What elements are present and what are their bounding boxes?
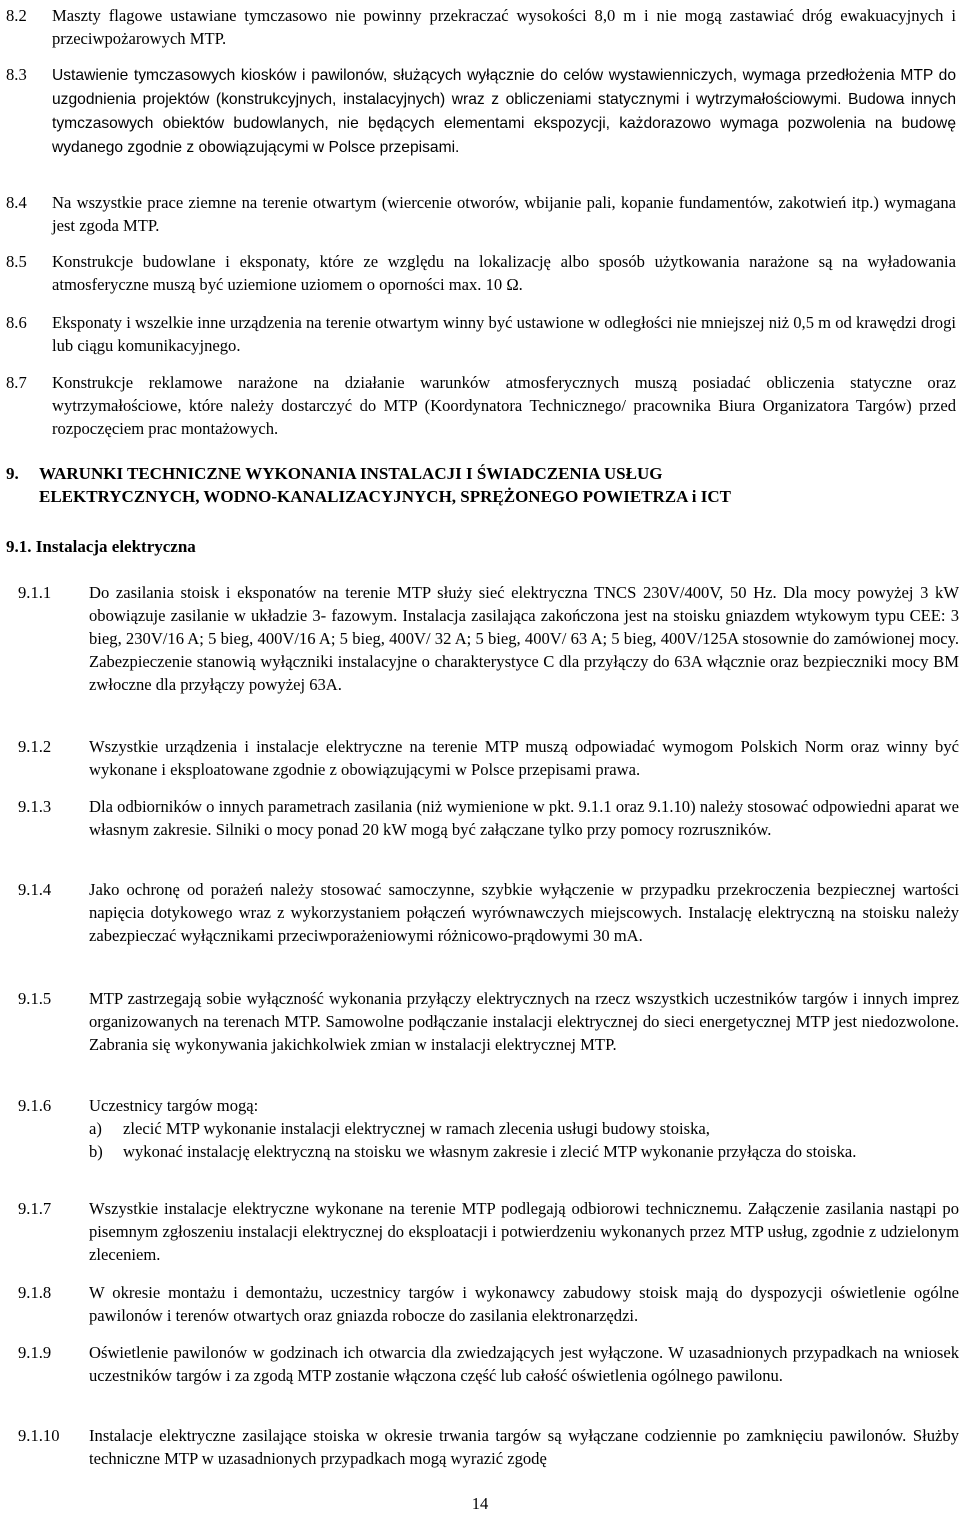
paragraph-number: 8.4 [6, 193, 27, 212]
paragraph-text: Maszty flagowe ustawiane tymczasowo nie powinny przekraczać wysokości 8,0 m i nie mogą zastawiać dróg ewakuacyjnych i przeciwpożarowych MTP. [52, 6, 956, 48]
paragraph-text: MTP zastrzegają sobie wyłączność wykonania przyłączy elektrycznych na rzecz wszystkich uczestników targów i innych imprez organizowanych na terenach MTP. Samowolne podłączanie instalacji elektrycznej do sieci energetycznej MTP jest niedozwolone. Zabrania się wykonywania jakichkolwiek zmian w instalacji elektrycznej MTP. [89, 989, 959, 1054]
paragraph-text: Eksponaty i wszelkie inne urządzenia na terenie otwartym winny być ustawione w odległości nie mniejszej niż 0,5 m od krawędzi drogi lub ciągu komunikacyjnego. [52, 313, 956, 355]
option-list [89, 1117, 959, 1163]
paragraph-9-1-10 [0, 1424, 960, 1470]
paragraph-number: 9.1.4 [18, 880, 52, 899]
paragraph-number: 8.7 [6, 373, 27, 392]
paragraph-9-1-8 [0, 1281, 960, 1327]
paragraph-text: Uczestnicy targów mogą: [89, 1096, 259, 1115]
paragraph-text: Instalacje elektryczne zasilające stoiska w okresie trwania targów są wyłączane codziennie po zamknięciu pawilonów. Służby techniczne MTP w uzasadnionych przypadkach mogą wyrazić zgodę [89, 1426, 959, 1468]
paragraph-text: Konstrukcje budowlane i eksponaty, które ze względu na lokalizację albo sposób użytkowania narażone są na wyładowania atmosferyczne muszą być uziemione uziomem o oporności max. 10 Ω. [52, 252, 956, 294]
paragraph-text-part-a: Ustawienie tymczasowych kiosków i pawilonów, służących wyłącznie do celów wystawienniczych, wymaga przedłożenia MTP do uzgodnienia projektów (konstrukcyjnych, instalacyjnych) wraz z obliczeniami statycznymi i wytrzymałościowymi. [52, 67, 956, 108]
paragraph-number: 8.2 [6, 6, 27, 25]
paragraph-number: 9.1.5 [18, 989, 52, 1008]
list-item [89, 1117, 959, 1140]
list-item-label: a) [89, 1119, 102, 1138]
paragraph-number: 9.1.7 [18, 1199, 52, 1218]
paragraph-9-1-6 [0, 1094, 960, 1163]
paragraph-text [52, 63, 956, 159]
paragraph-9-1-4 [0, 878, 960, 947]
paragraph-8-5 [0, 250, 960, 296]
paragraph-text-part-b: Budowa innych tymczasowych obiektów budowlanych, nie będących elementami ekspozycji, każdorazowo wymaga pozwolenia na budowę wydanego zgodnie z obowiązującymi w Polsce przepisami. [52, 91, 957, 156]
paragraph-8-4 [0, 191, 960, 237]
section-title-line-1: WARUNKI TECHNICZNE WYKONANIA INSTALACJI I ŚWIADCZENIA USŁUG [39, 464, 663, 483]
paragraph-number: 9.1.2 [18, 737, 52, 756]
paragraph-9-1-7 [0, 1197, 960, 1266]
paragraph-number: 9.1.9 [18, 1343, 52, 1362]
section-heading-9 [0, 462, 960, 508]
paragraph-text: Na wszystkie prace ziemne na terenie otwartym (wiercenie otworów, wbijanie pali, kopanie fundamentów, zakotwień itp.) wymagana jest zgoda MTP. [52, 193, 956, 235]
paragraph-number: 9.1.1 [18, 583, 52, 602]
list-item-label: b) [89, 1142, 103, 1161]
paragraph-8-6 [0, 311, 960, 357]
paragraph-number: 9.1.8 [18, 1283, 52, 1302]
paragraph-8-7 [0, 371, 960, 440]
list-item-text: zlecić MTP wykonanie instalacji elektrycznej w ramach zlecenia usługi budowy stoiska, [123, 1119, 710, 1138]
paragraph-number: 9.1.10 [18, 1426, 60, 1445]
paragraph-number: 8.3 [6, 65, 27, 84]
paragraph-text: Konstrukcje reklamowe narażone na działanie warunków atmosferycznych muszą posiadać obliczenia statyczne oraz wytrzymałościowe, które należy dostarczyć do MTP (Koordynatora Technicznego/ pracownika Biura Organizatora Targów) przed rozpoczęciem prac montażowych. [52, 373, 956, 438]
paragraph-text: Dla odbiorników o innych parametrach zasilania (niż wymienione w pkt. 9.1.1 oraz 9.1.10) należy stosować odpowiedni aparat we własnym zakresie. Silniki o mocy ponad 20 kW mogą być załączane tylko przy pomocy rozruszników. [89, 797, 959, 839]
paragraph-number: 8.5 [6, 252, 27, 271]
paragraph-9-1-5 [0, 987, 960, 1056]
paragraph-8-3 [0, 63, 960, 159]
section-number: 9. [6, 464, 19, 483]
list-item-text: wykonać instalację elektryczną na stoisku we własnym zakresie i zlecić MTP wykonanie przyłącza do stoiska. [123, 1142, 857, 1161]
paragraph-text: Wszystkie urządzenia i instalacje elektryczne na terenie MTP muszą odpowiadać wymogom Polskich Norm oraz winny być wykonane i eksploatowane zgodnie z obowiązującymi w Polsce przepisami prawa. [89, 737, 959, 779]
paragraph-number: 9.1.3 [18, 797, 52, 816]
paragraph-8-2 [0, 4, 960, 50]
subsection-title: 9.1. Instalacja elektryczna [6, 537, 196, 556]
page-number: 14 [471, 1494, 489, 1513]
paragraph-9-1-2 [0, 735, 960, 781]
section-title-line-2: ELEKTRYCZNYCH, WODNO-KANALIZACYJNYCH, SPRĘŻONEGO POWIETRZA i ICT [39, 487, 731, 506]
paragraph-9-1-3 [0, 795, 960, 841]
paragraph-text: W okresie montażu i demontażu, uczestnicy targów i wykonawcy zabudowy stoisk mają do dyspozycji oświetlenie ogólne pawilonów i terenów otwartych oraz gniazda robocze do zasilania elektronarzędzi. [89, 1283, 959, 1325]
paragraph-9-1-1 [0, 581, 960, 696]
subsection-heading-9-1 [0, 535, 960, 558]
paragraph-number: 9.1.6 [18, 1096, 52, 1115]
paragraph-text: Oświetlenie pawilonów w godzinach ich otwarcia dla zwiedzających jest wyłączone. W uzasadnionych przypadkach na wniosek uczestników targów i za zgodą MTP zostanie włączona część lub całość oświetlenia ogólnego pawilonu. [89, 1343, 959, 1385]
list-item [89, 1140, 959, 1163]
paragraph-number: 8.6 [6, 313, 27, 332]
paragraph-text: Wszystkie instalacje elektryczne wykonane na terenie MTP podlegają odbiorowi technicznemu. Załączenie zasilania nastąpi po pisemnym zgłoszeniu instalacji elektrycznej do eksploatacji i potwierdzeniu wykonanych przez MTP usług, zgodnie z udzielonym zleceniem. [89, 1199, 959, 1264]
paragraph-text: Jako ochronę od porażeń należy stosować samoczynne, szybkie wyłączenie w przypadku przekroczenia bezpiecznej wartości napięcia dotykowego wraz z wykorzystaniem połączeń wyrównawczych miejscowych. Instalację elektryczną na stoisku należy zabezpieczać wyłącznikami przeciwporażeniowymi różnicowo-prądowymi 30 mA. [89, 880, 959, 945]
paragraph-text: Do zasilania stoisk i eksponatów na terenie MTP służy sieć elektryczna TNCS 230V/400V, 50 Hz. Dla mocy powyżej 3 kW obowiązuje zasilanie w układzie 3- fazowym. Instalacja zasilająca zakończona jest na stoisku gniazdem wtykowym typu CEE: 3 bieg, 230V/16 A; 5 bieg, 400V/16 A; 5 bieg, 400V/ 32 A; 5 bieg, 400V/ 63 A; 5 bieg, 400V/125A stosownie do zamówionej mocy. Zabezpieczenie stanowią wyłączniki instalacyjne o charakterystyce C dla przyłączy do 63A włącznie oraz bezpieczniki mocy BM zwłoczne dla przyłączy powyżej 63A. [89, 583, 959, 694]
paragraph-9-1-9 [0, 1341, 960, 1387]
